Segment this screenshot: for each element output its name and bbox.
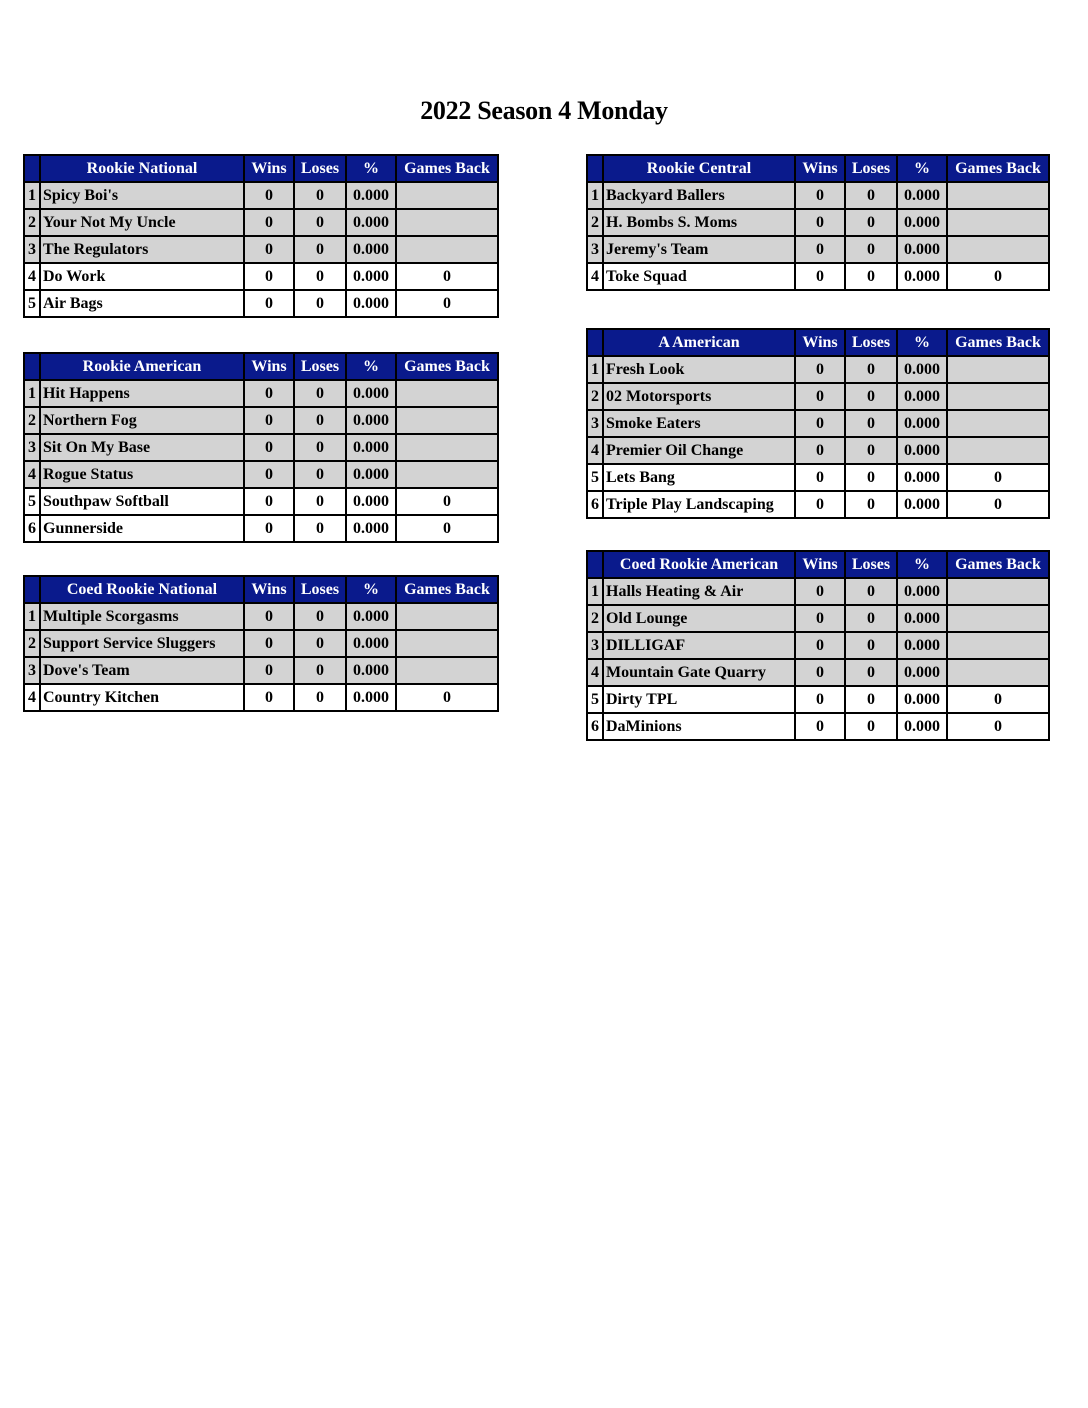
team-rank: 2 <box>587 605 603 632</box>
wins-header: Wins <box>244 576 294 603</box>
team-name: Southpaw Softball <box>40 488 244 515</box>
team-games-back <box>947 182 1049 209</box>
team-wins: 0 <box>244 182 294 209</box>
pct-header: % <box>897 155 947 182</box>
rank-header <box>587 155 603 182</box>
team-loses: 0 <box>294 461 346 488</box>
team-name: Mountain Gate Quarry <box>603 659 795 686</box>
team-wins: 0 <box>795 209 845 236</box>
team-rank: 5 <box>24 290 40 317</box>
team-wins: 0 <box>795 383 845 410</box>
rank-header <box>24 576 40 603</box>
loses-header: Loses <box>294 353 346 380</box>
team-loses: 0 <box>845 578 897 605</box>
table-row <box>24 657 498 684</box>
team-wins: 0 <box>244 236 294 263</box>
team-games-back: 0 <box>947 263 1049 290</box>
team-pct: 0.000 <box>897 437 947 464</box>
team-loses: 0 <box>294 684 346 711</box>
team-rank: 4 <box>24 684 40 711</box>
games-back-header: Games Back <box>396 155 498 182</box>
team-pct: 0.000 <box>346 657 396 684</box>
team-rank: 3 <box>24 236 40 263</box>
team-wins: 0 <box>795 410 845 437</box>
team-rank: 3 <box>587 632 603 659</box>
team-rank: 4 <box>587 659 603 686</box>
team-name: Jeremy's Team <box>603 236 795 263</box>
team-loses: 0 <box>845 383 897 410</box>
team-games-back <box>396 182 498 209</box>
team-loses: 0 <box>845 605 897 632</box>
team-loses: 0 <box>294 263 346 290</box>
table-row <box>24 182 498 209</box>
team-games-back <box>947 356 1049 383</box>
team-games-back: 0 <box>947 464 1049 491</box>
team-loses: 0 <box>294 603 346 630</box>
team-rank: 6 <box>587 491 603 518</box>
table-row <box>587 686 1049 713</box>
team-rank: 1 <box>587 182 603 209</box>
team-games-back <box>396 380 498 407</box>
team-wins: 0 <box>795 659 845 686</box>
team-name: DaMinions <box>603 713 795 740</box>
table-row <box>24 630 498 657</box>
table-row <box>24 434 498 461</box>
team-rank: 1 <box>587 578 603 605</box>
games-back-header: Games Back <box>947 329 1049 356</box>
team-rank: 3 <box>587 236 603 263</box>
division-name: Rookie Central <box>603 155 795 182</box>
team-pct: 0.000 <box>897 383 947 410</box>
table-header-row <box>24 353 498 380</box>
loses-header: Loses <box>845 155 897 182</box>
team-loses: 0 <box>845 659 897 686</box>
team-rank: 2 <box>24 407 40 434</box>
team-name: DILLIGAF <box>603 632 795 659</box>
team-rank: 5 <box>587 464 603 491</box>
division-table-rookie-american <box>23 352 499 543</box>
table-row <box>587 263 1049 290</box>
team-wins: 0 <box>244 603 294 630</box>
table-row <box>587 632 1049 659</box>
team-loses: 0 <box>294 657 346 684</box>
team-wins: 0 <box>795 263 845 290</box>
pct-header: % <box>897 551 947 578</box>
team-games-back: 0 <box>947 713 1049 740</box>
team-wins: 0 <box>795 632 845 659</box>
team-games-back <box>947 578 1049 605</box>
team-loses: 0 <box>294 434 346 461</box>
team-wins: 0 <box>795 182 845 209</box>
games-back-header: Games Back <box>396 576 498 603</box>
team-games-back: 0 <box>396 515 498 542</box>
table-header-row <box>587 329 1049 356</box>
loses-header: Loses <box>294 155 346 182</box>
team-rank: 3 <box>587 410 603 437</box>
team-loses: 0 <box>845 410 897 437</box>
pct-header: % <box>346 353 396 380</box>
team-pct: 0.000 <box>897 491 947 518</box>
team-wins: 0 <box>244 263 294 290</box>
team-loses: 0 <box>845 356 897 383</box>
pct-header: % <box>346 576 396 603</box>
team-games-back: 0 <box>396 290 498 317</box>
division-name: A American <box>603 329 795 356</box>
team-rank: 4 <box>24 461 40 488</box>
team-loses: 0 <box>294 209 346 236</box>
team-loses: 0 <box>845 182 897 209</box>
team-games-back <box>947 605 1049 632</box>
team-name: Lets Bang <box>603 464 795 491</box>
table-row <box>587 659 1049 686</box>
team-wins: 0 <box>244 209 294 236</box>
table-header-row <box>587 155 1049 182</box>
team-name: Halls Heating & Air <box>603 578 795 605</box>
rank-header <box>24 353 40 380</box>
team-wins: 0 <box>795 437 845 464</box>
team-name: Support Service Sluggers <box>40 630 244 657</box>
table-row <box>587 464 1049 491</box>
team-games-back <box>396 657 498 684</box>
wins-header: Wins <box>244 353 294 380</box>
team-name: Triple Play Landscaping <box>603 491 795 518</box>
team-games-back <box>947 632 1049 659</box>
table-row <box>24 684 498 711</box>
team-pct: 0.000 <box>897 713 947 740</box>
wins-header: Wins <box>795 551 845 578</box>
table-row <box>587 713 1049 740</box>
team-name: Dirty TPL <box>603 686 795 713</box>
team-pct: 0.000 <box>897 182 947 209</box>
rank-header <box>587 551 603 578</box>
team-wins: 0 <box>244 461 294 488</box>
team-pct: 0.000 <box>346 603 396 630</box>
team-loses: 0 <box>845 713 897 740</box>
team-rank: 2 <box>24 209 40 236</box>
team-pct: 0.000 <box>897 578 947 605</box>
table-row <box>587 356 1049 383</box>
team-name: Smoke Eaters <box>603 410 795 437</box>
team-loses: 0 <box>294 630 346 657</box>
team-pct: 0.000 <box>897 209 947 236</box>
team-wins: 0 <box>795 464 845 491</box>
division-name: Coed Rookie National <box>40 576 244 603</box>
team-pct: 0.000 <box>897 632 947 659</box>
team-rank: 6 <box>587 713 603 740</box>
team-name: Your Not My Uncle <box>40 209 244 236</box>
team-rank: 3 <box>24 434 40 461</box>
team-games-back <box>396 209 498 236</box>
team-games-back: 0 <box>396 263 498 290</box>
team-rank: 4 <box>587 437 603 464</box>
loses-header: Loses <box>294 576 346 603</box>
team-wins: 0 <box>795 236 845 263</box>
team-games-back <box>396 434 498 461</box>
team-name: Gunnerside <box>40 515 244 542</box>
team-pct: 0.000 <box>897 605 947 632</box>
team-pct: 0.000 <box>346 407 396 434</box>
loses-header: Loses <box>845 551 897 578</box>
table-row <box>24 407 498 434</box>
team-loses: 0 <box>845 686 897 713</box>
table-row <box>24 209 498 236</box>
loses-header: Loses <box>845 329 897 356</box>
team-games-back <box>947 209 1049 236</box>
table-row <box>24 461 498 488</box>
team-wins: 0 <box>795 578 845 605</box>
team-name: Hit Happens <box>40 380 244 407</box>
team-games-back <box>396 407 498 434</box>
team-pct: 0.000 <box>346 434 396 461</box>
division-table-coed-rookie-national <box>23 575 499 712</box>
table-row <box>24 236 498 263</box>
rank-header <box>24 155 40 182</box>
table-header-row <box>587 551 1049 578</box>
table-row <box>24 290 498 317</box>
table-row <box>587 182 1049 209</box>
team-name: Do Work <box>40 263 244 290</box>
team-loses: 0 <box>845 209 897 236</box>
team-rank: 5 <box>587 686 603 713</box>
team-games-back: 0 <box>396 684 498 711</box>
team-pct: 0.000 <box>346 461 396 488</box>
team-loses: 0 <box>845 464 897 491</box>
team-pct: 0.000 <box>897 464 947 491</box>
team-wins: 0 <box>244 290 294 317</box>
team-pct: 0.000 <box>346 488 396 515</box>
team-pct: 0.000 <box>346 236 396 263</box>
team-games-back <box>396 603 498 630</box>
table-row <box>24 263 498 290</box>
team-wins: 0 <box>795 713 845 740</box>
team-rank: 4 <box>24 263 40 290</box>
games-back-header: Games Back <box>396 353 498 380</box>
games-back-header: Games Back <box>947 551 1049 578</box>
team-games-back <box>947 236 1049 263</box>
team-rank: 1 <box>24 380 40 407</box>
team-rank: 3 <box>24 657 40 684</box>
table-row <box>24 380 498 407</box>
page-title: 2022 Season 4 Monday <box>420 96 668 125</box>
team-pct: 0.000 <box>897 659 947 686</box>
wins-header: Wins <box>795 329 845 356</box>
team-pct: 0.000 <box>346 380 396 407</box>
table-row <box>587 578 1049 605</box>
rank-header <box>587 329 603 356</box>
table-row <box>587 437 1049 464</box>
team-pct: 0.000 <box>897 410 947 437</box>
table-row <box>587 209 1049 236</box>
team-wins: 0 <box>795 356 845 383</box>
table-row <box>587 383 1049 410</box>
team-games-back <box>947 437 1049 464</box>
team-rank: 1 <box>24 603 40 630</box>
team-loses: 0 <box>845 236 897 263</box>
team-rank: 4 <box>587 263 603 290</box>
team-pct: 0.000 <box>897 356 947 383</box>
team-games-back <box>396 461 498 488</box>
team-wins: 0 <box>244 657 294 684</box>
team-rank: 5 <box>24 488 40 515</box>
team-games-back: 0 <box>947 686 1049 713</box>
team-loses: 0 <box>294 380 346 407</box>
division-name: Rookie National <box>40 155 244 182</box>
team-games-back <box>396 236 498 263</box>
team-pct: 0.000 <box>346 263 396 290</box>
team-loses: 0 <box>845 263 897 290</box>
wins-header: Wins <box>795 155 845 182</box>
table-row <box>587 236 1049 263</box>
team-wins: 0 <box>244 407 294 434</box>
team-games-back <box>396 630 498 657</box>
table-row <box>24 488 498 515</box>
team-rank: 2 <box>587 209 603 236</box>
pct-header: % <box>346 155 396 182</box>
team-wins: 0 <box>795 686 845 713</box>
team-name: Spicy Boi's <box>40 182 244 209</box>
team-pct: 0.000 <box>346 684 396 711</box>
team-name: Premier Oil Change <box>603 437 795 464</box>
team-wins: 0 <box>795 605 845 632</box>
team-name: Old Lounge <box>603 605 795 632</box>
team-pct: 0.000 <box>346 515 396 542</box>
team-wins: 0 <box>244 515 294 542</box>
table-row <box>24 515 498 542</box>
pct-header: % <box>897 329 947 356</box>
team-loses: 0 <box>294 290 346 317</box>
table-header-row <box>24 155 498 182</box>
team-name: Backyard Ballers <box>603 182 795 209</box>
team-rank: 6 <box>24 515 40 542</box>
team-games-back <box>947 659 1049 686</box>
team-name: The Regulators <box>40 236 244 263</box>
team-games-back: 0 <box>947 491 1049 518</box>
team-rank: 2 <box>24 630 40 657</box>
team-loses: 0 <box>294 236 346 263</box>
division-name: Rookie American <box>40 353 244 380</box>
team-wins: 0 <box>244 434 294 461</box>
division-table-rookie-central <box>586 154 1050 291</box>
team-rank: 2 <box>587 383 603 410</box>
team-games-back <box>947 410 1049 437</box>
wins-header: Wins <box>244 155 294 182</box>
team-loses: 0 <box>294 515 346 542</box>
team-pct: 0.000 <box>897 263 947 290</box>
team-name: Dove's Team <box>40 657 244 684</box>
team-name: 02 Motorsports <box>603 383 795 410</box>
team-name: Sit On My Base <box>40 434 244 461</box>
team-wins: 0 <box>244 380 294 407</box>
team-pct: 0.000 <box>346 630 396 657</box>
table-row <box>24 603 498 630</box>
table-row <box>587 605 1049 632</box>
team-loses: 0 <box>294 407 346 434</box>
team-rank: 1 <box>24 182 40 209</box>
team-name: Rogue Status <box>40 461 244 488</box>
team-loses: 0 <box>845 632 897 659</box>
team-games-back <box>947 383 1049 410</box>
team-pct: 0.000 <box>346 209 396 236</box>
division-table-rookie-national <box>23 154 499 318</box>
team-games-back: 0 <box>396 488 498 515</box>
team-pct: 0.000 <box>897 236 947 263</box>
games-back-header: Games Back <box>947 155 1049 182</box>
team-wins: 0 <box>795 491 845 518</box>
team-pct: 0.000 <box>346 290 396 317</box>
table-header-row <box>24 576 498 603</box>
team-name: Toke Squad <box>603 263 795 290</box>
table-row <box>587 410 1049 437</box>
team-name: Northern Fog <box>40 407 244 434</box>
division-table-coed-rookie-american <box>586 550 1050 741</box>
division-name: Coed Rookie American <box>603 551 795 578</box>
team-name: Country Kitchen <box>40 684 244 711</box>
team-wins: 0 <box>244 488 294 515</box>
team-name: H. Bombs S. Moms <box>603 209 795 236</box>
team-loses: 0 <box>845 437 897 464</box>
division-table-a-american <box>586 328 1050 519</box>
team-loses: 0 <box>294 488 346 515</box>
team-name: Fresh Look <box>603 356 795 383</box>
team-name: Air Bags <box>40 290 244 317</box>
team-wins: 0 <box>244 630 294 657</box>
team-pct: 0.000 <box>897 686 947 713</box>
team-name: Multiple Scorgasms <box>40 603 244 630</box>
team-loses: 0 <box>294 182 346 209</box>
table-row <box>587 491 1049 518</box>
team-pct: 0.000 <box>346 182 396 209</box>
team-wins: 0 <box>244 684 294 711</box>
team-rank: 1 <box>587 356 603 383</box>
team-loses: 0 <box>845 491 897 518</box>
